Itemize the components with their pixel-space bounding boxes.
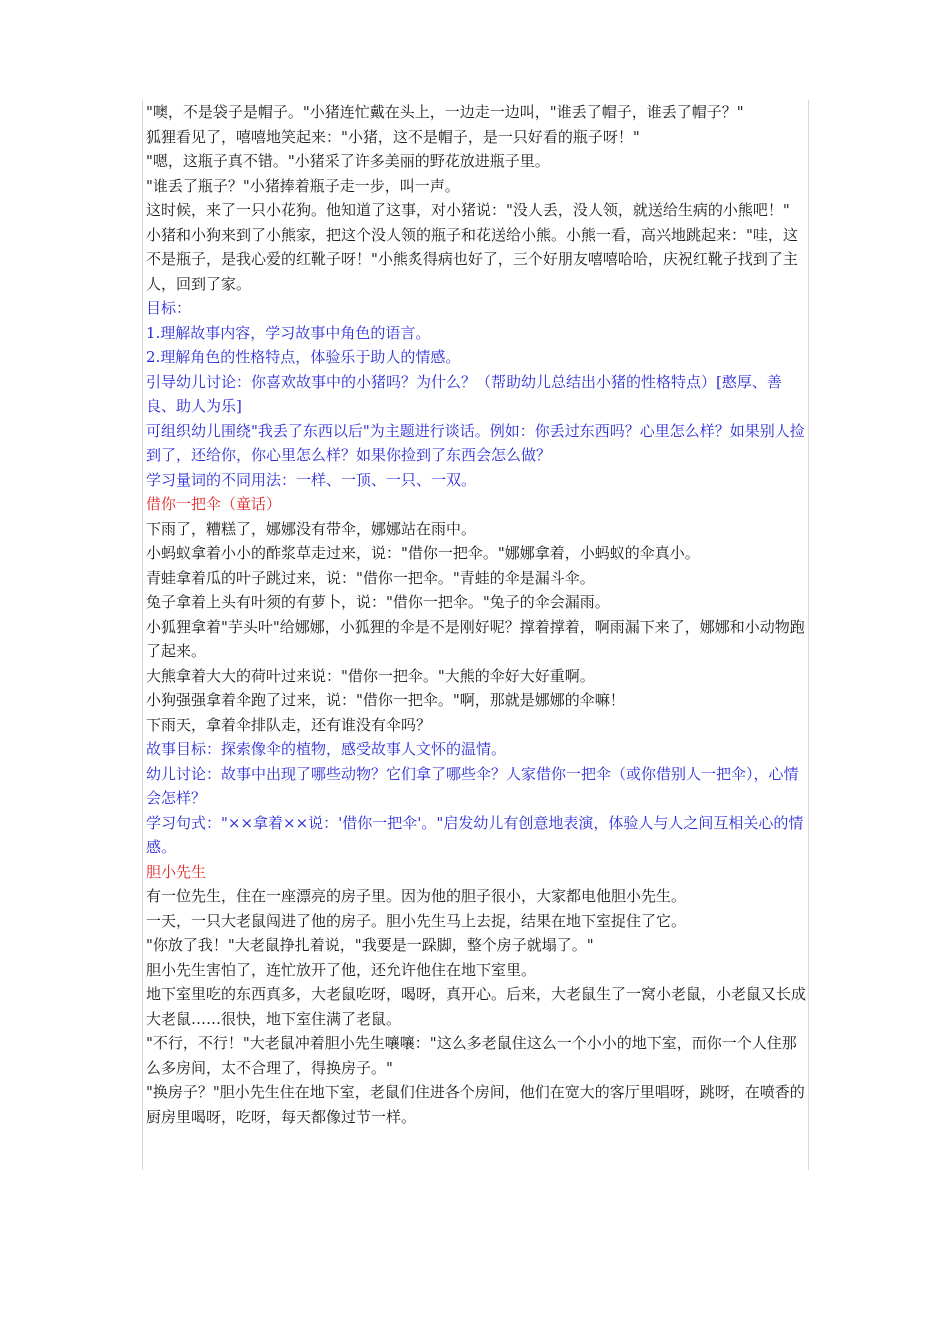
story-title: 胆小先生: [146, 862, 207, 881]
document-page: [142, 100, 809, 1170]
story-paragraph: "不行，不行！"大老鼠冲着胆小先生嚷嚷："这么多老鼠住这么一个小小的地下室，而你一个人住那么多房间，太不合理了，得换房子。": [146, 1034, 797, 1077]
story-paragraph: 狐狸看见了，嘻嘻地笑起来："小猪，这不是帽子，是一只好看的瓶子呀！": [146, 127, 640, 146]
story-paragraph: 大熊拿着大大的荷叶过来说："借你一把伞。"大熊的伞好大好重啊。: [146, 666, 595, 685]
story-paragraph: 小狐狸拿着"芋头叶"给娜娜，小狐狸的伞是不是刚好呢？撑着撑着，啊雨漏下来了，娜娜和小动物跑了起来。: [146, 617, 805, 660]
lesson-note: 1.理解故事内容，学习故事中角色的语言。: [146, 323, 431, 342]
lesson-note: 目标：: [146, 299, 192, 317]
lesson-note: 故事目标：探索像伞的植物，感受故事人文怀的温情。: [146, 740, 507, 758]
story-paragraph: "嗯，这瓶子真不错。"小猪采了许多美丽的野花放进瓶子里。: [146, 152, 550, 170]
story-paragraph: 下雨了，糟糕了，娜娜没有带伞，娜娜站在雨中。: [146, 519, 477, 538]
story-paragraph: 小蚂蚁拿着小小的酢浆草走过来，说："借你一把伞。"娜娜拿着，小蚂蚁的伞真小。: [146, 544, 700, 562]
story-title: 借你一把伞（童话）: [146, 495, 282, 513]
lesson-note: 引导幼儿讨论：你喜欢故事中的小猪吗？为什么？（帮助幼儿总结出小猪的性格特点）[憨厚、善良、助人为乐]: [146, 372, 782, 415]
lesson-note: 2.理解角色的性格特点，体验乐于助人的情感。: [146, 348, 461, 366]
lesson-note: 学习量词的不同用法：一样、一顶、一只、一双。: [146, 470, 477, 489]
story-paragraph: 地下室里吃的东西真多，大老鼠吃呀，喝呀，真开心。后来，大老鼠生了一窝小老鼠，小老鼠又长成大老鼠……很快，地下室住满了老鼠。: [146, 985, 807, 1028]
story-paragraph: 下雨天，拿着伞排队走，还有谁没有伞吗？: [146, 715, 432, 734]
story-paragraph: "噢，不是袋子是帽子。"小猪连忙戴在头上，一边走一边叫，"谁丢了帽子，谁丢了帽子？": [146, 103, 744, 121]
story-paragraph: "你放了我！"大老鼠挣扎着说，"我要是一跺脚，整个房子就塌了。": [146, 936, 594, 954]
story-paragraph: 一天，一只大老鼠闯进了他的房子。胆小先生马上去捉，结果在地下室捉住了它。: [146, 911, 687, 930]
story-paragraph: 这时候，来了一只小花狗。他知道了这事，对小猪说："没人丢，没人领，就送给生病的小熊吧！": [146, 201, 790, 219]
lesson-note: 学习句式："××拿着××说：'借你一把伞'。"启发幼儿有创意地表演，体验人与人之间互相关心的情感。: [146, 813, 804, 856]
lesson-note: 幼儿讨论：故事中出现了哪些动物？它们拿了哪些伞？人家借你一把伞（或你借别人一把伞），心情会怎样？: [146, 764, 799, 807]
story-paragraph: 小狗强强拿着伞跑了过来，说："借你一把伞。"啊，那就是娜娜的伞嘛！: [146, 691, 625, 709]
story-paragraph: 有一位先生，住在一座漂亮的房子里。因为他的胆子很小，大家都电他胆小先生。: [146, 887, 687, 905]
story-paragraph: 青蛙拿着瓜的叶子跳过来，说："借你一把伞。"青蛙的伞是漏斗伞。: [146, 568, 595, 587]
story-paragraph: 胆小先生害怕了，连忙放开了他，还允许他住在地下室里。: [146, 960, 537, 979]
story-paragraph: 小猪和小狗来到了小熊家，把这个没人领的瓶子和花送给小熊。小熊一看，高兴地跳起来："哇，这不是瓶子，是我心爱的红靴子呀！"小熊炙得病也好了，三个好朋友嘻嘻哈哈，庆祝红靴子找到了主人，回到了家。: [146, 225, 798, 293]
lesson-note: 可组织幼儿围绕"我丢了东西以后"为主题进行谈话。例如：你丢过东西吗？心里怎么样？如果别人捡到了，还给你，你心里怎么样？如果你捡到了东西会怎么做？: [146, 421, 805, 464]
story-paragraph: "换房子？"胆小先生住在地下室，老鼠们住进各个房间，他们在宽大的客厅里唱呀，跳呀，在喷香的厨房里喝呀，吃呀，每天都像过节一样。: [146, 1083, 805, 1126]
story-paragraph: 兔子拿着上头有叶须的有萝卜，说："借你一把伞。"兔子的伞会漏雨。: [146, 593, 610, 611]
story-paragraph: "谁丢了瓶子？"小猪捧着瓶子走一步，叫一声。: [146, 176, 460, 195]
